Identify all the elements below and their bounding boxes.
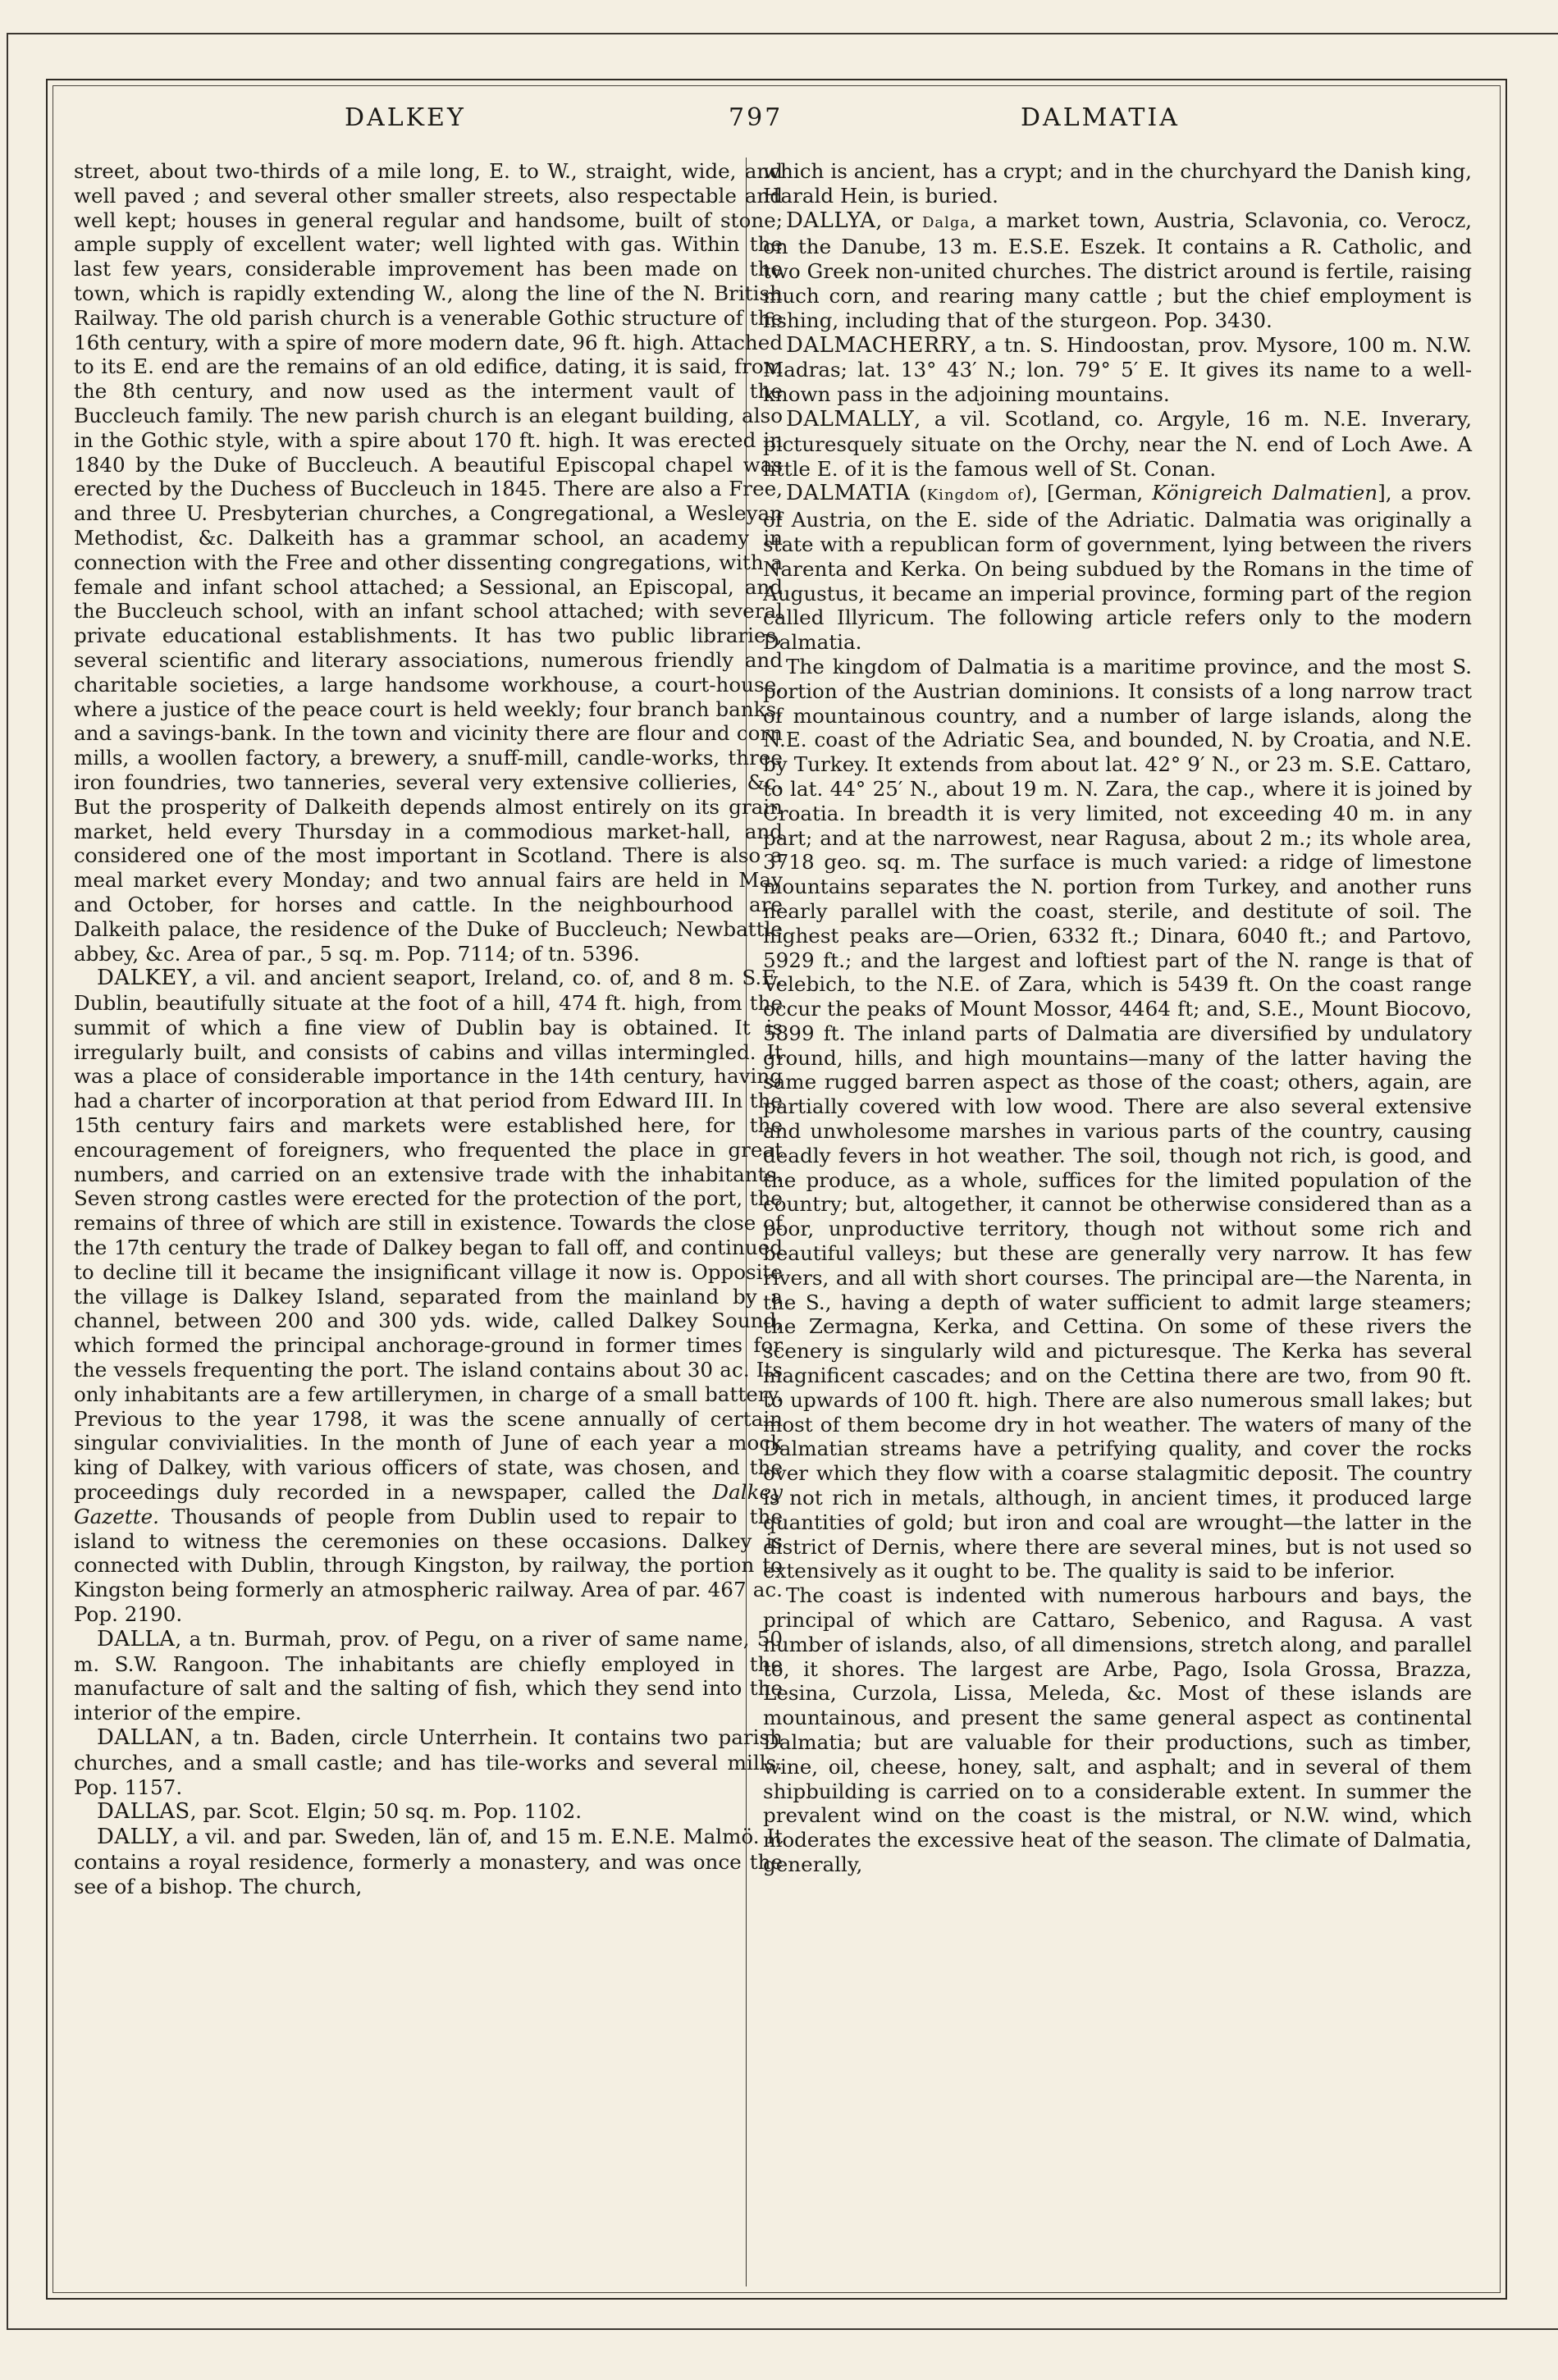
entry-dalmally	[763, 407, 1472, 481]
dalmatia-coast-paragraph: The coast is indented with numerous harbours and bays, the principal of which are Cattaro, Sebenico, and Ragusa. A vast number of islands, also, of all dimensions, stretch along, and parallel to, it shores. The largest are Arbe, Pago, Isola Grossa, Brazza, Lesina, Curzola, Lissa, Meleda, &c. Most of these islands are mountainous, and present the same general aspect as continental Dalmatia; but are valuable for their productions, such as timber, wine, oil, cheese, honey, salt, and asphalt; and in several of them shipbuilding is carried on to a considerable extent. In summer the prevalent wind on the coast is the mistral, or N.W. wind, which moderates the excessive heat of the season. The climate of Dalmatia, generally,	[763, 1583, 1472, 1876]
outer-bottom-rule	[7, 2328, 1558, 2330]
entry-dally	[74, 1825, 783, 1898]
entry-headword: DALLY	[97, 1825, 173, 1850]
entry-text: , a tn. Burmah, prov. of Pegu, on a river of same name, 50 m. S.W. Rangoon. The inhabitants are chiefly employed in the manufacture of salt and the salting of fish, which they send into the interior of the empire.	[74, 1626, 783, 1725]
dalkeith-continuation: street, about two-thirds of a mile long, E. to W., straight, wide, and well paved ; and several other smaller streets, also respectable and well kept; houses in general regular and handsome, built of stone; ample supply of excellent water; well lighted with gas. Within the last few years, considerable improvement has been made on the town, which is rapidly extending W., along the line of the N. British Railway. The old parish church is a venerable Gothic structure of the 16th century, with a spire of more modern date, 96 ft. high. Attached to its E. end are the remains of an old edifice, dating, it is said, from the 8th century, and now used as the interment vault of the Buccleuch family. The new parish church is an elegant building, also in the Gothic style, with a spire about 170 ft. high. It was erected in 1840 by the Duke of Buccleuch. A beautiful Episcopal chapel was erected by the Duchess of Buccleuch in 1845. There are also a Free, and three U. Presbyterian churches, a Congregational, a Wesleyan Methodist, &c. Dalkeith has a grammar school, an academy in connection with the Free and other dissenting congregations, with a female and infant school attached; a Sessional, an Episcopal, and the Buccleuch school, with an infant school attached; with several private educational establishments. It has two public libraries, several scientific and literary associations, numerous friendly and charitable societies, a large handsome workhouse, a court-house, where a justice of the peace court is held weekly; four branch banks, and a savings-bank. In the town and vicinity there are flour and corn mills, a woollen factory, a brewery, a snuff-mill, candle-works, three iron foundries, two tanneries, several very extensive collieries, &c. But the prosperity of Dalkeith depends almost entirely on its grain market, held every Thursday in a commodious market-hall, and considered one of the most important in Scotland. There is also a meal market every Monday; and two annual fairs are held in May and October, for horses and cattle. In the neighbourhood are Dalkeith palace, the residence of the Duke of Buccleuch; Newbattle abbey, &c. Area of par., 5 sq. m. Pop. 7114; of tn. 5396.	[74, 159, 783, 966]
outer-top-rule	[7, 33, 1558, 34]
entry-text: , a vil. Scotland, co. Argyle, 16 m. N.E. Inverary, picturesquely situate on the Orchy, near the N. end of Loch Awe. A little E. of it is the famous well of St. Conan.	[763, 406, 1472, 481]
left-column	[74, 159, 783, 1899]
entry-dalmacherry	[763, 333, 1472, 407]
entry-headword: DALLYA	[786, 208, 876, 233]
entry-text: , a tn. S. Hindoostan, prov. Mysore, 100 m. N.W. Madras; lat. 13° 43′ N.; lon. 79° 5′ E. It gives its name to a well-known pass in the adjoining mountains.	[763, 332, 1472, 407]
right-column	[763, 159, 1472, 1877]
header-right-word: DALMATIA	[1021, 103, 1180, 132]
entry-italic-title: Dalkey Gazette.	[74, 1480, 783, 1528]
entry-text: , a market town, Austria, Sclavonia, co. Verocz, on the Danube, 13 m. E.S.E. Eszek. It contains a R. Catholic, and two Greek non-united churches. The district around is fertile, raising much corn, and rearing many cattle ; but the chief employment is fishing, including that of the sturgeon. Pop. 3430.	[763, 208, 1472, 332]
entry-subtitle: Kingdom of	[926, 487, 1024, 505]
header-left-word: DALKEY	[345, 103, 466, 132]
running-header	[53, 97, 1501, 143]
dalmatia-kingdom-paragraph: The kingdom of Dalmatia is a maritime province, and the most S. portion of the Austrian dominions. It consists of a long narrow tract of mountainous country, and a number of large islands, along the N.E. coast of the Adriatic Sea, and bounded, N. by Croatia, and N.E. by Turkey. It extends from about lat. 42° 9′ N., or 23 m. S.E. Cattaro, to lat. 44° 25′ N., about 19 m. N. Zara, the cap., where it is joined by Croatia. In breadth it is very limited, not exceeding 40 m. in any part; and at the narrowest, near Ragusa, about 2 m.; its whole area, 3718 geo. sq. m. The surface is much varied: a ridge of limestone mountains separates the N. portion from Turkey, and another runs nearly parallel with the coast, sterile, and destitute of soil. The highest peaks are—Orien, 6332 ft.; Dinara, 6040 ft.; and Partovo, 5929 ft.; and the largest and loftiest part of the N. range is that of Velebich, to the N.E. of Zara, which is 5439 ft. On the coast range occur the peaks of Mount Mossor, 4464 ft; and, S.E., Mount Biocovo, 5899 ft. The inland parts of Dalmatia are diversified by undulatory ground, hills, and high mountains—many of the latter having the same rugged barren aspect as those of the coast; others, again, are partially covered with low wood. There are also several extensive and unwholesome marshes in various parts of the country, causing deadly fevers in hot weather. The soil, though not rich, is good, and the produce, as a whole, suffices for the limited population of the country; but, altogether, it cannot be otherwise considered than as a poor, unproductive territory, though not without some rich and beautiful valleys; but these are generally very narrow. It has few rivers, and all with short courses. The principal are—the Narenta, in the S., having a depth of water sufficient to admit large steamers; the Zermagna, Kerka, and Cettina. On some of these rivers the scenery is singularly wild and picturesque. The Kerka has several magnificent cascades; and on the Cettina there are two, from 90 ft. to upwards of 100 ft. high. There are also numerous small lakes; but most of them become dry in hot weather. The waters of many of the Dalmatian streams have a petrifying quality, and cover the rocks over which they flow with a coarse stalagmitic deposit. The country is not rich in metals, although, in ancient times, it produced large quantities of gold; but iron and coal are wrought—the latter in the district of Dernis, where there are several mines, but is not used so extensively as it ought to be. The quality is said to be inferior.	[763, 654, 1472, 1583]
entry-headword: DALMATIA	[786, 481, 911, 506]
entry-dalmatia: DALMATIA (Kingdom of), [German, Königreich Dalmatien], a prov. of Austria, on the E. side of the Adriatic. Dalmatia was originally a state with a republican form of government, lying between the rivers Narenta and Kerka. On being subdued by the Romans in the time of Augustus, it became an imperial province, forming part of the region called Illyricum. The following article refers only to the modern Dalmatia.	[763, 481, 1472, 655]
entry-dalkey	[74, 966, 783, 1627]
entry-text: , or	[875, 208, 922, 232]
entry-german-name: Königreich Dalmatien	[1152, 481, 1378, 505]
outer-left-rule	[7, 33, 8, 2330]
entry-dallas	[74, 1799, 783, 1825]
page-number: 797	[729, 103, 784, 132]
entry-headword: DALLAS	[97, 1799, 190, 1825]
entry-text: Thousands of people from Dublin used to repair to the island to witness the ceremonies on these occasions. Dalkey is connected with Dublin, through Kingston, by railway, the portion to Kingston being formerly an atmospheric railway. Area of par. 467 ac. Pop. 2190.	[74, 1504, 783, 1627]
entry-text: , a vil. and ancient seaport, Ireland, co. of, and 8 m. S.E. Dublin, beautifully situate at the foot of a hill, 474 ft. high, from the summit of which a fine view of Dublin bay is obtained. It is irregularly built, and consists of cabins and villas intermingled. It was a place of considerable importance in the 14th century, having had a charter of incorporation at that period from Edward III. In the 15th century fairs and markets were established here, for the encouragement of foreigners, who frequented the place in great numbers, and carried on an extensive trade with the inhabitants. Seven strong castles were erected for the protection of the port, the remains of three of which are still in existence. Towards the close of the 17th century the trade of Dalkey began to fall off, and continued to decline till it became the insignificant village it now is. Opposite the village is Dalkey Island, separated from the mainland by a channel, between 200 and 300 yds. wide, called Dalkey Sound, which formed the principal anchorage-ground in former times for the vessels frequenting the port. The island contains about 30 ac. Its only inhabitants are a few artillerymen, in charge of a small battery. Previous to the year 1798, it was the scene annually of certain singular convivialities. In the month of June of each year a mock king of Dalkey, with various officers of state, was chosen, and the proceedings duly recorded in a newspaper, called the	[74, 966, 783, 1505]
entry-alt-name: Dalga	[921, 213, 971, 231]
entry-headword: DALMACHERRY	[786, 332, 971, 358]
entry-headword: DALMALLY	[786, 406, 915, 432]
entry-dallan	[74, 1725, 783, 1799]
dally-continuation: which is ancient, has a crypt; and in the churchyard the Danish king, Harald Hein, is buried.	[763, 159, 1472, 208]
entry-text: ), [German,	[1023, 481, 1153, 505]
entry-headword: DALKEY	[97, 966, 192, 991]
entry-dallya	[763, 208, 1472, 333]
entry-text: , a tn. Baden, circle Unterrhein. It contains two parish churches, and a small castle; and has tile-works and several mills. Pop. 1157.	[74, 1725, 783, 1799]
entry-dalla	[74, 1627, 783, 1725]
entry-text: ], a prov. of Austria, on the E. side of the Adriatic. Dalmatia was originally a state with a republican form of government, lying between the rivers Narenta and Kerka. On being subdued by the Romans in the time of Augustus, it became an imperial province, forming part of the region called Illyricum. The following article refers only to the modern Dalmatia.	[763, 481, 1472, 655]
entry-headword: DALLA	[97, 1626, 176, 1651]
entry-text: , a vil. and par. Sweden, län of, and 15 m. E.N.E. Malmö. It contains a royal residence, formerly a monastery, and was once the see of a bishop. The church,	[74, 1825, 783, 1898]
entry-text: , par. Scot. Elgin; 50 sq. m. Pop. 1102.	[190, 1799, 583, 1824]
entry-headword: DALLAN	[97, 1725, 194, 1750]
